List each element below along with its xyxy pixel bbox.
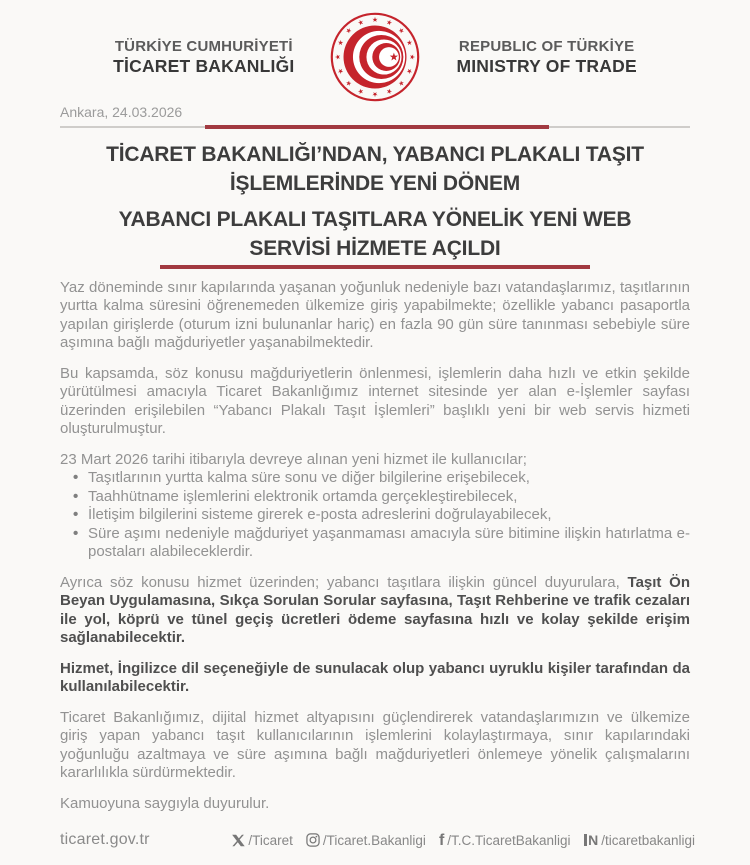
paragraph-summer-congestion: Yaz döneminde sınır kapılarında yaşanan yoğunluk nedeniyle bazı vatandaşlarımız, taşıtlarının yurtta kalma süresini öğrenemeden ülkemize giriş yapabilmekte; özellikle yabancı pasaportla yapılan girişlerde (oturum izni bulunanlar hariç) en fazla 90 gün süre tanınması sebebiyle süre aşımına bağlı mağduriyetler yaşanabilmektedir.	[60, 278, 690, 351]
list-item	[73, 469, 690, 488]
nsosyal-icon: N	[584, 834, 599, 847]
list-item-text: Taşıtlarının yurtta kalma süre sonu ve diğer bilgilerine erişebilecek,	[88, 469, 530, 486]
headline-primary-line2: İŞLEMLERİNDE YENİ DÖNEM	[229, 172, 521, 195]
paragraph-additional-services-bold: Taşıt Ön Beyan Uygulamasına, Sıkça Sorulan Sorular sayfasına, Taşıt Rehberine ve trafik cezaları ile yol, köprü ve tünel geçiş ücretleri ödeme sayfasına hızlı ve kolay şekilde erişim sağlanabilecektir.	[60, 573, 690, 646]
facebook-icon: f	[438, 831, 445, 849]
bullet-icon: •	[73, 524, 79, 542]
header-divider-red-segment	[205, 125, 549, 129]
header-divider	[60, 126, 690, 128]
list-item-text: Süre aşımı nedeniyle mağduriyet yaşanmaması amacıyla süre bitimine ilişkin hatırlatma e-postaları alabileceklerdir.	[88, 524, 690, 560]
social-instagram	[306, 833, 426, 848]
bullet-icon: •	[73, 506, 79, 523]
paragraph-additional-services-normal: Ayrıca söz konusu hizmet üzerinden; yabancı taşıtlara ilişkin güncel duyurulara,	[60, 573, 628, 591]
list-item-text: Taahhütname işlemlerini elektronik ortamda gerçekleştirebilecek,	[88, 487, 518, 505]
headline-primary	[0, 140, 750, 198]
social-instagram-handle: /Ticaret.Bakanligi	[322, 832, 426, 848]
feature-list	[73, 469, 690, 562]
closing-statement: Kamuoyuna saygıyla duyurulur.	[60, 794, 270, 812]
headline-secondary-line2: SERVİSİ HİZMETE AÇILDI	[249, 237, 501, 260]
x-twitter-icon	[232, 834, 245, 847]
republic-line-en: REPUBLIC OF TÜRKİYE	[458, 38, 635, 55]
ministry-line-tr: TİCARET BAKANLIĞI	[113, 56, 295, 76]
paragraph-english-option: Hizmet, İngilizce dil seçeneğiyle de sunulacak olup yabancı uyruklu kişiler tarafından da kullanılabilecektir.	[60, 659, 690, 695]
ministry-of-trade-emblem-icon	[330, 12, 420, 102]
headline-secondary	[0, 205, 750, 263]
list-item	[73, 488, 690, 507]
social-facebook-handle: /T.C.TicaretBakanligi	[447, 832, 571, 848]
bullet-icon: •	[73, 487, 79, 505]
social-nsosyal-handle: /ticaretbakanligi	[601, 832, 695, 848]
letterhead-english	[456, 38, 636, 76]
social-facebook	[439, 833, 571, 848]
website-url: ticaret.gov.tr	[60, 831, 150, 848]
footer	[60, 831, 695, 849]
instagram-icon	[306, 833, 320, 847]
ministry-line-en: MINISTRY OF TRADE	[456, 56, 637, 76]
headline-primary-line1: TİCARET BAKANLIĞI’NDAN, YABANCI PLAKALI TAŞIT	[106, 143, 644, 166]
social-nsosyal	[584, 833, 695, 848]
list-intro: 23 Mart 2026 tarihi itibarıyla devreye alınan yeni hizmet ile kullanıcılar;	[60, 450, 527, 468]
paragraph-new-web-service: Bu kapsamda, söz konusu mağduriyetlerin önlenmesi, işlemlerin daha hızlı ve etkin şekilde yürütülmesi amacıyla Ticaret Bakanlığımız internet sitesinde yer alan e-İşlemler sayfası üzerinden erişilebilen “Yabancı Plakalı Taşıt İşlemleri” başlıklı yeni bir web servis hizmeti oluşturulmuştur.	[60, 364, 690, 437]
list-item	[73, 525, 690, 562]
letterhead	[0, 0, 750, 102]
social-links	[232, 833, 695, 848]
republic-line-tr: TÜRKİYE CUMHURİYETİ	[114, 38, 293, 55]
list-item-text: İletişim bilgilerini sisteme girerek e-posta adreslerini doğrulayabilecek,	[88, 506, 552, 523]
paragraph-additional-services	[60, 574, 690, 648]
headline-underline	[160, 265, 590, 269]
paragraph-ministry-commitment: Ticaret Bakanlığımız, dijital hizmet altyapısını güçlendirerek vatandaşlarımızın ve ülkemize giriş yapan yabancı taşıt kullanıcılarının işlemlerini kolaylaştırmaya, sınır kapılarındaki yoğunluğu azaltmaya ve süre aşımına bağlı mağduriyetleri önlemeye yönelik çalışmalarını kararlılıkla sürdürmektedir.	[60, 708, 690, 781]
dateline: Ankara, 24.03.2026	[60, 104, 183, 120]
social-x-handle: /Ticaret	[248, 832, 293, 848]
press-release-body	[60, 279, 690, 814]
bullet-icon: •	[73, 469, 79, 486]
letterhead-turkish	[113, 38, 294, 76]
list-item	[73, 506, 690, 525]
headline-secondary-line1: YABANCI PLAKALI TAŞITLARA YÖNELİK YENİ WEB	[118, 208, 632, 231]
social-x	[232, 833, 293, 848]
